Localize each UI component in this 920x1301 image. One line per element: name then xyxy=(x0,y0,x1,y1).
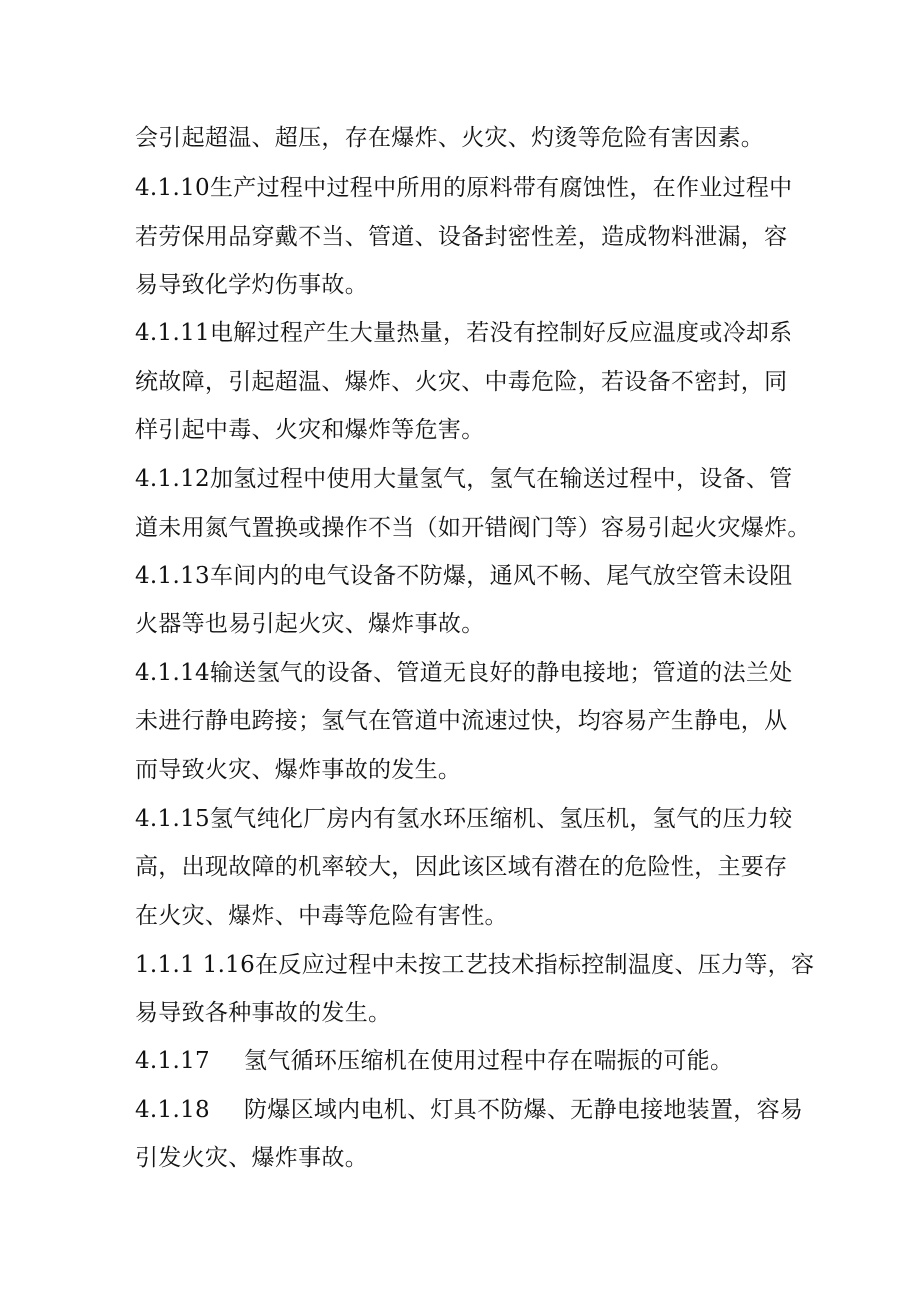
clause-number: 1.1.1 1.16 xyxy=(135,952,256,978)
text-line: 高，出现故障的机率较大，因此该区域有潜在的危险性，主要存 xyxy=(135,854,788,880)
text-line: 4.1.14输送氢气的设备、管道无良好的静电接地；管道的法兰处 xyxy=(135,660,793,686)
text-line: 1.1.1 1.16在反应过程中未按工艺技术指标控制温度、压力等，容 xyxy=(135,952,815,978)
text-line: 道未用氮气置换或操作不当（如开错阀门等）容易引起火灾爆炸。 xyxy=(135,515,811,541)
text-line: 引发火灾、爆炸事故。 xyxy=(135,1145,368,1171)
text-line: 样引起中毒、火灾和爆炸等危害。 xyxy=(135,417,485,443)
clause-number: 4.1.10 xyxy=(135,175,210,201)
text-line: 4.1.12加氢过程中使用大量氢气，氢气在输送过程中，设备、管 xyxy=(135,466,793,492)
text-line: 易导致各种事故的发生。 xyxy=(135,1000,392,1026)
text-line: 4.1.11电解过程产生大量热量，若没有控制好反应温度或冷却系 xyxy=(135,320,793,346)
clause-number: 4.1.15 xyxy=(135,806,210,832)
text-line: 未进行静电跨接；氢气在管道中流速过快，均容易产生静电，从 xyxy=(135,708,788,734)
text-line: 统故障，引起超温、爆炸、火灾、中毒危险，若设备不密封，同 xyxy=(135,369,788,395)
text-line: 而导致火灾、爆炸事故的发生。 xyxy=(135,757,462,783)
text-line: 若劳保用品穿戴不当、管道、设备封密性差，造成物料泄漏，容 xyxy=(135,224,788,250)
clause-number: 4.1.14 xyxy=(135,660,210,686)
text-line: 在火灾、爆炸、中毒等危险有害性。 xyxy=(135,903,508,929)
text-line: 易导致化学灼伤事故。 xyxy=(135,272,368,298)
clause-number: 4.1.17 xyxy=(135,1048,210,1074)
text-line: 4.1.13车间内的电气设备不防爆，通风不畅、尾气放空管未设阻 xyxy=(135,563,793,589)
text-line: 4.1.10生产过程中过程中所用的原料带有腐蚀性，在作业过程中 xyxy=(135,175,793,201)
clause-number: 4.1.18 xyxy=(135,1097,210,1123)
clause-number: 4.1.13 xyxy=(135,563,210,589)
text-line: 火器等也易引起火灾、爆炸事故。 xyxy=(135,611,485,637)
clause-number: 4.1.12 xyxy=(135,466,210,492)
text-line: 会引起超温、超压，存在爆炸、火灾、灼烫等危险有害因素。 xyxy=(135,125,765,151)
text-line: 4.1.17 氢气循环压缩机在使用过程中存在喘振的可能。 xyxy=(135,1048,734,1074)
text-line: 4.1.18 防爆区域内电机、灯具不防爆、无静电接地装置，容易 xyxy=(135,1097,804,1123)
clause-number: 4.1.11 xyxy=(135,320,210,346)
text-line: 4.1.15氢气纯化厂房内有氢水环压缩机、氢压机，氢气的压力较 xyxy=(135,806,793,832)
